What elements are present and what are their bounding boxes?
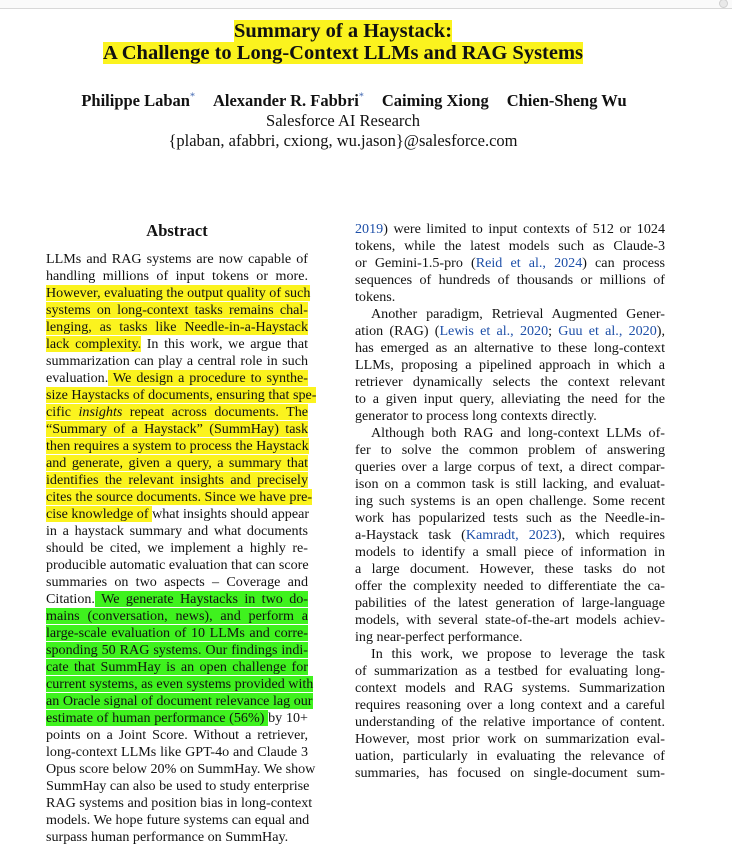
text-line	[46, 251, 308, 268]
author-name: Philippe Laban*	[81, 91, 195, 110]
text-line	[46, 829, 308, 846]
highlighted-text: size Haystacks of documents, ensuring that spe-	[46, 387, 317, 403]
highlighted-text: identifies the relevant insights and precisely	[46, 472, 308, 488]
text-line	[46, 761, 316, 778]
highlighted-text: “Summary of a Haystack” (SummHay) task	[46, 421, 308, 437]
text-span: LLMs and RAG systems are now capable of	[46, 251, 308, 267]
text-line	[355, 238, 665, 255]
text-line	[46, 506, 308, 523]
text-line	[355, 408, 665, 425]
highlighted-text: current systems, as even systems provided with	[46, 676, 314, 692]
text-line	[355, 493, 665, 510]
text-line	[46, 795, 313, 812]
citation-link[interactable]: Lewis et al.,	[439, 323, 514, 339]
text-line	[355, 476, 665, 493]
text-line	[355, 680, 665, 697]
text-span: work has popularized tests such as the Needle-in-	[355, 510, 665, 526]
text-line	[355, 255, 665, 272]
text-line	[355, 306, 665, 323]
text-span: ison on a common task is still lacking, and evaluat-	[355, 476, 665, 492]
text-line	[355, 629, 665, 646]
text-span: models. We hope future systems can equal and	[46, 812, 310, 828]
text-span: in a haystack summary and what documents	[46, 523, 308, 539]
text-line	[355, 357, 665, 374]
highlighted-text: cites the source documents. Since we have pre-	[46, 489, 313, 505]
text-span: ),	[656, 323, 665, 339]
text-span: models to identify a small piece of information in	[355, 544, 665, 560]
text-line	[46, 421, 308, 438]
text-line	[355, 697, 665, 714]
text-line	[46, 591, 308, 608]
text-line	[355, 612, 665, 629]
text-line	[46, 812, 308, 829]
affiliation: Salesforce AI Research	[266, 111, 420, 130]
text-line	[46, 302, 308, 319]
text-span: long-context LLMs like GPT-4o and Claude 3	[46, 744, 308, 760]
highlighted-text: and generate, given a query, a summary that	[46, 455, 308, 471]
author-list	[0, 91, 708, 111]
citation-link[interactable]: Reid et al.,	[475, 255, 546, 271]
text-span: ), which requires	[556, 527, 665, 543]
text-line	[355, 272, 665, 289]
highlighted-text: However, evaluating the output quality of such	[46, 285, 311, 301]
author-name: Chien-Sheng Wu	[506, 91, 627, 110]
text-line	[355, 765, 665, 782]
text-span: SummHay can also be used to study enterprise	[46, 778, 310, 794]
text-span: a-Haystack task (	[355, 527, 466, 543]
text-line	[355, 459, 665, 476]
text-line	[46, 676, 314, 693]
highlighted-text: cific	[46, 404, 79, 420]
text-line	[355, 544, 665, 561]
text-span: of summarization as a testbed for evaluating long-	[355, 663, 665, 679]
text-span: what insights should appear	[152, 506, 310, 522]
text-span: pabilities of the latest generation of large-language	[355, 595, 665, 611]
text-span: tokens.	[355, 289, 396, 305]
text-line	[46, 540, 308, 557]
highlighted-text: large-scale evaluation of 10 LLMs and corre-	[46, 625, 308, 641]
text-span: offer the complexity needed to differentiate the ca-	[355, 578, 665, 594]
highlighted-text: cise knowledge of	[46, 506, 153, 522]
text-line	[46, 727, 308, 744]
text-span: handling millions of input tokens or more.	[46, 268, 308, 284]
citation-link[interactable]: Guu et al.,	[558, 323, 623, 339]
text-line	[46, 659, 308, 676]
highlighted-text: an Oracle signal of document relevance lag our	[46, 693, 313, 709]
text-span: a large document. However, these tasks do not	[355, 561, 665, 577]
text-span: ;	[548, 323, 559, 339]
text-line	[46, 608, 308, 625]
text-span: models, with several state-of-the-art models achiev-	[355, 612, 665, 628]
text-line	[46, 404, 308, 421]
text-span: understanding of the relative importance of content.	[355, 714, 665, 730]
text-line	[355, 510, 665, 527]
text-line	[355, 442, 665, 459]
window-top-bar	[0, 0, 732, 9]
window-close-icon[interactable]	[719, 0, 728, 8]
text-line	[46, 489, 313, 506]
text-span: or Gemini-1.5-pro (	[355, 255, 476, 271]
highlighted-text: We design a procedure to synthe-	[108, 370, 308, 386]
text-line	[355, 374, 665, 391]
text-span: Citation.	[46, 591, 95, 607]
citation-link[interactable]: 2020	[519, 323, 549, 339]
citation-link[interactable]: Kamradt,	[465, 527, 519, 543]
text-span: tokens, while the latest models such as Claude-3	[355, 238, 665, 254]
text-line	[46, 710, 308, 727]
highlighted-text: mains (conversation, news), and perform a	[46, 608, 308, 624]
text-span: In this work, we argue that	[141, 336, 309, 352]
text-span: summaries, has focused on single-document sum-	[355, 765, 665, 781]
author-name: Caiming Xiong	[381, 91, 489, 110]
text-line	[46, 693, 313, 710]
text-line	[46, 642, 308, 659]
abstract-heading: Abstract	[146, 221, 208, 240]
highlighted-text: lack complexity.	[46, 336, 142, 352]
text-line	[46, 557, 308, 574]
text-line	[46, 574, 308, 591]
text-span: summaries on two aspects – Coverage and	[46, 574, 308, 590]
text-line	[46, 387, 317, 404]
highlighted-text: We generate Haystacks in two do-	[94, 591, 308, 607]
text-span: queries over a large corpus of text, a direct compar-	[355, 459, 665, 475]
text-line	[355, 221, 665, 238]
text-span	[546, 255, 554, 271]
text-span: retriever dynamically selects the context relevant	[355, 374, 665, 390]
text-line	[46, 455, 308, 472]
text-span: summarization can play a central role in such	[46, 353, 308, 369]
text-line	[46, 268, 308, 285]
text-span: evaluation.	[46, 370, 109, 386]
author-emails: {plaban, afabbri, cxiong, wu.jason}@salesforce.com	[168, 131, 518, 150]
equal-contribution-mark: *	[189, 91, 195, 103]
paper-title-line-2: A Challenge to Long-Context LLMs and RAG Systems	[102, 42, 584, 64]
text-line	[46, 438, 308, 455]
text-span: ing near-perfect performance.	[355, 629, 523, 645]
text-span: requires reasoning over a long context and a careful	[355, 697, 665, 713]
text-line	[46, 319, 308, 336]
text-span: context models and RAG systems. Summarization	[355, 680, 665, 696]
text-line	[355, 340, 665, 357]
text-line	[355, 663, 665, 680]
text-span: Another paradigm, Retrieval Augmented Gener-	[371, 306, 665, 322]
text-line	[46, 523, 308, 540]
text-line	[46, 625, 308, 642]
text-line	[355, 391, 665, 408]
text-line	[46, 472, 308, 489]
author-name: Alexander R. Fabbri*	[212, 91, 364, 110]
highlighted-text: repeat across documents. The	[122, 404, 308, 420]
citation-link[interactable]: 2024	[554, 255, 583, 271]
text-span: points on a Joint Score. Without a retriever,	[46, 727, 308, 743]
text-span: ation (RAG) (	[355, 323, 440, 339]
citation-link[interactable]: 2023	[528, 527, 557, 543]
text-span: LLMs, proposing a pipelined approach in which a	[355, 357, 665, 373]
abstract-text	[46, 251, 317, 846]
text-line	[355, 731, 665, 748]
text-line	[46, 336, 308, 353]
citation-link[interactable]: 2019	[355, 221, 384, 237]
text-span: to a given input query, alleviating the need for the	[355, 391, 665, 407]
text-span: generator to process long contexts directly.	[355, 408, 597, 424]
text-line	[355, 748, 665, 765]
equal-contribution-mark: *	[358, 91, 364, 103]
text-span: has emerged as an alternative to these long-context	[355, 340, 665, 356]
text-span: uation, particularly in evaluating the relevance of	[355, 748, 665, 764]
highlighted-text: sponding 50 RAG systems. Our findings indi-	[46, 642, 308, 658]
text-span: should be cited, we implement a highly re-	[46, 540, 308, 556]
text-line	[46, 353, 308, 370]
text-line	[355, 425, 665, 442]
paper-title-line-1: Summary of a Haystack:	[233, 20, 453, 42]
text-span: sequences of hundreds of thousands or millions of	[355, 272, 665, 288]
text-line	[46, 778, 308, 795]
text-span: ing such systems is an open challenge. Some recent	[355, 493, 665, 509]
citation-link[interactable]: 2020	[628, 323, 657, 339]
highlighted-text: then requires a system to process the Haystack	[46, 438, 309, 454]
highlighted-text: estimate of human performance (56%)	[46, 710, 269, 726]
text-span: ) were limited to input contexts of 512 or 1024	[383, 221, 665, 237]
text-line	[46, 744, 308, 761]
text-span: fer to solve the common problem of answering	[355, 442, 665, 458]
highlighted-text: insights	[78, 404, 123, 420]
text-line	[355, 323, 665, 340]
text-span: ) can process	[582, 255, 665, 271]
text-line	[355, 527, 665, 544]
text-line	[355, 714, 665, 731]
text-span: by 10+	[268, 710, 308, 726]
highlighted-text: lenging, as tasks like Needle-in-a-Haystack	[46, 319, 308, 335]
intro-text	[355, 221, 665, 782]
text-span: RAG systems and position bias in long-context	[46, 795, 313, 811]
text-line	[355, 646, 665, 663]
text-line	[355, 289, 665, 306]
text-line	[355, 595, 665, 612]
text-line	[46, 285, 311, 302]
highlighted-text: systems on long-context tasks remains chal-	[46, 302, 308, 318]
text-line	[46, 370, 308, 387]
text-line	[355, 578, 665, 595]
text-span: However, most prior work on summarization eval-	[355, 731, 665, 747]
text-span: Although both RAG and long-context LLMs of-	[371, 425, 665, 441]
text-span: surpass human performance on SummHay.	[46, 829, 289, 845]
text-span: In this work, we propose to leverage the task	[371, 646, 665, 662]
text-span: Opus score below 20% on SummHay. We show	[46, 761, 316, 777]
highlighted-text: cate that SummHay is an open challenge for	[46, 659, 308, 675]
text-span	[519, 527, 529, 543]
text-span: producible automatic evaluation that can score	[46, 557, 309, 573]
text-line	[355, 561, 665, 578]
